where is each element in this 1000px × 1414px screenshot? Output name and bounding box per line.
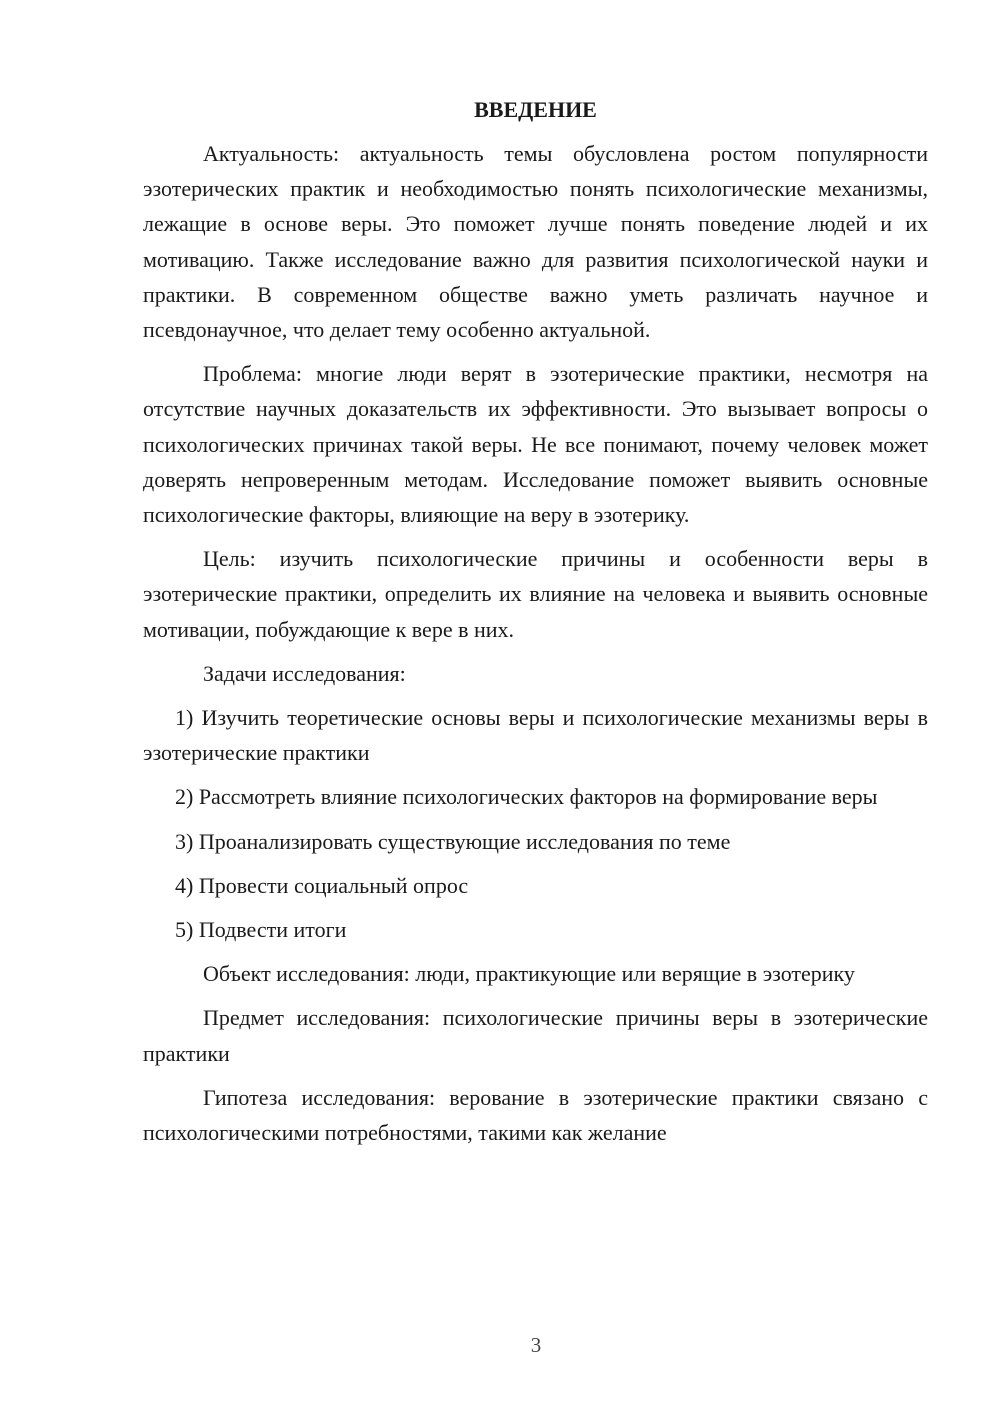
list-item-task-5: 5) Подвести итоги [175,917,347,943]
paragraph-tasks-heading: Задачи исследования: [203,660,406,686]
list-item-task-2: 2) Рассмотреть влияние психологических факторов на формирование веры [175,784,878,810]
paragraph-goal: Цель: изучить психологические причины и особенности веры в эзотерические практики, определить их влияние на человека и выявить основные мотивации, побуждающие к вере в них. [143,546,928,642]
paragraph-relevance: Актуальность: актуальность темы обусловлена ростом популярности эзотерических практик и необходимостью понять психологические механизмы, лежащие в основе веры. Это поможет лучше понять поведение людей и их мотивацию. Также исследование важно для развития психологической науки и практики. В современном обществе важно уметь различать научное и псевдонаучное, что делает тему особенно актуальной. [143,141,928,343]
paragraph-problem: Проблема: многие люди верят в эзотерические практики, несмотря на отсутствие научных доказательств их эффективности. Это вызывает вопросы о психологических причинах такой веры. Не все понимают, почему человек может доверять непроверенным методам. Исследование поможет выявить основные психологические факторы, влияющие на веру в эзотерику. [143,361,928,528]
list-item-task-1: 1) Изучить теоретические основы веры и психологические механизмы веры в эзотерические практики [143,705,928,766]
paragraph-subject: Предмет исследования: психологические причины веры в эзотерические практики [143,1005,928,1066]
document-page [143,92,928,1150]
paragraph-object: Объект исследования: люди, практикующие или верящие в эзотерику [203,961,855,987]
list-item-task-4: 4) Провести социальный опрос [175,872,469,898]
list-item-task-3: 3) Проанализировать существующие исследования по теме [175,828,731,854]
page-number: 3 [530,1333,542,1357]
paragraph-hypothesis: Гипотеза исследования: верование в эзотерические практики связано с психологическими потребностями, такими как желание [143,1084,928,1146]
section-title: ВВЕДЕНИЕ [474,97,597,122]
